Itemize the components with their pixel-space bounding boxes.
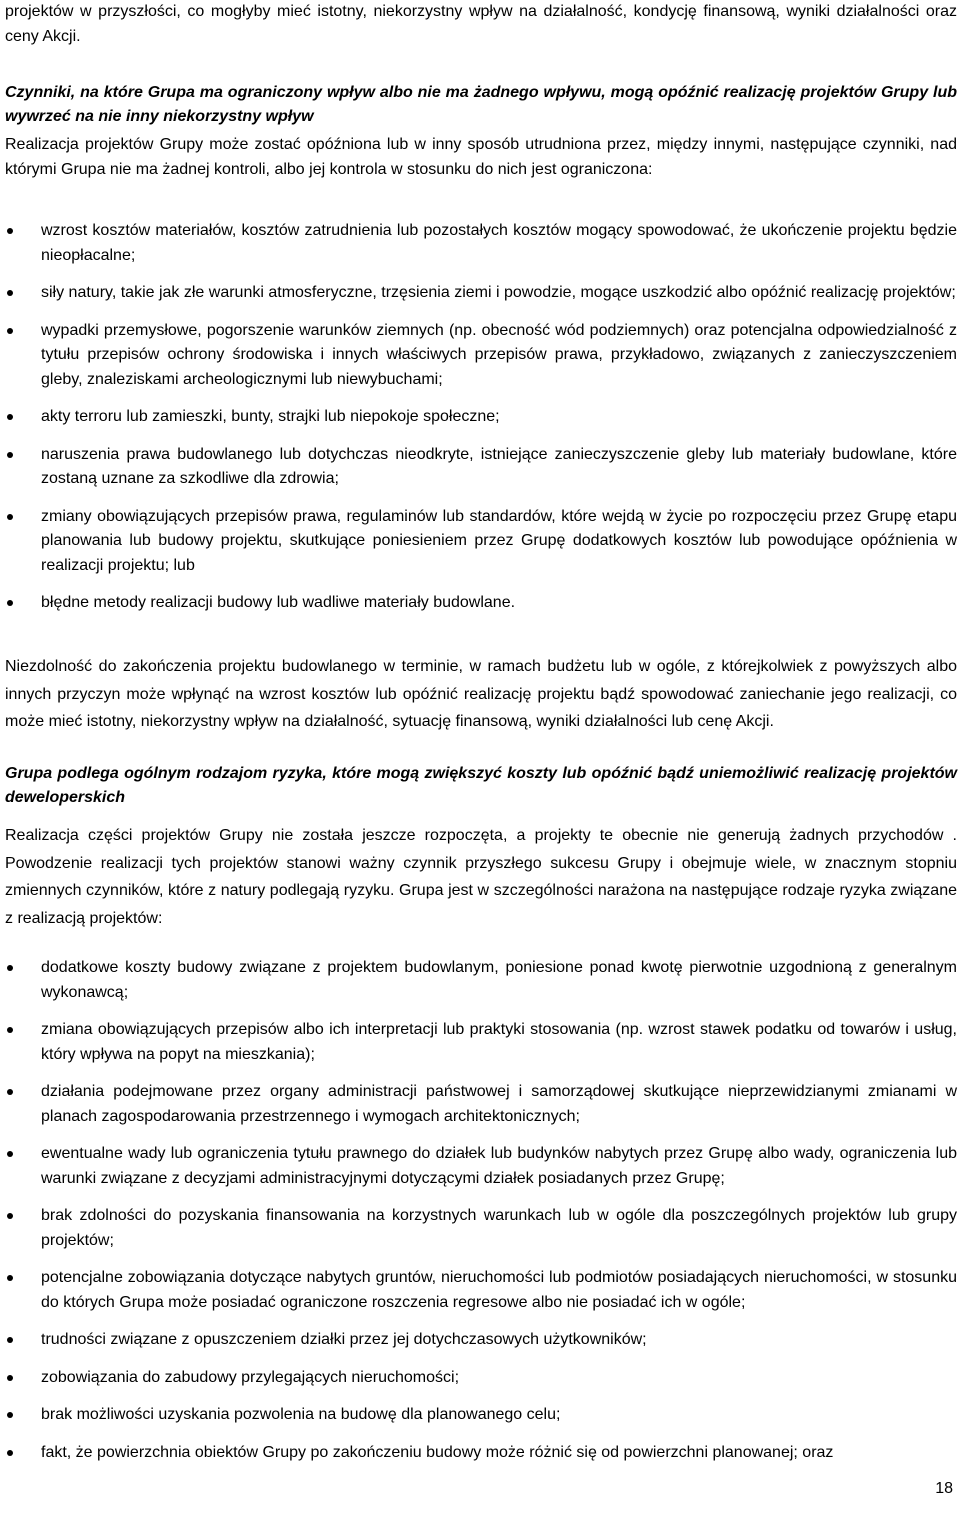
bullet-item — [5, 1328, 957, 1353]
bullet-dot-icon — [7, 1450, 13, 1456]
section-1-paragraph: Realizacja projektów Grupy może zostać opóźniona lub w inny sposób utrudniona przez, między innymi, następujące czynniki, nad którymi Grupa nie ma żadnej kontroli, albo jej kontrola w stosunku do nich jest ograniczona: — [5, 136, 957, 178]
bullet-text: wzrost kosztów materiałów, kosztów zatrudnienia lub pozostałych kosztów mogący spowodować, że ukończenie projektu będzie nieopłacalne; — [41, 222, 957, 264]
bullet-dot-icon — [7, 1275, 13, 1281]
bullet-text: zmiana obowiązujących przepisów albo ich interpretacji lub praktyki stosowania (np. wzrost stawek podatku od towarów i usług, który wpływa na popyt na mieszkania); — [41, 1021, 957, 1063]
bullet-dot-icon — [7, 228, 13, 234]
bullet-text: brak możliwości uzyskania pozwolenia na budowę dla planowanego celu; — [41, 1406, 561, 1423]
bullet-text: brak zdolności do pozyskania finansowania na korzystnych warunkach lub w ogóle dla poszczególnych projektów lub grupy projektów; — [41, 1207, 957, 1249]
bullet-text: siły natury, takie jak złe warunki atmosferyczne, trzęsienia ziemi i powodzie, mogące uszkodzić albo opóźnić realizację projektów; — [41, 284, 956, 301]
section-2-heading: Grupa podlega ogólnym rodzajom ryzyka, które mogą zwiększyć koszty lub opóźnić bądź uniemożliwić realizację projektów deweloperskich — [5, 765, 957, 806]
section-1-heading: Czynniki, na które Grupa ma ograniczony wpływ albo nie ma żadnego wpływu, mogą opóźnić realizację projektów Grupy lub wywrzeć na nie inny niekorzystny wpływ — [5, 84, 957, 125]
bullet-item — [5, 1018, 957, 1067]
bullet-dot-icon — [7, 328, 13, 334]
bullet-text: fakt, że powierzchnia obiektów Grupy po zakończeniu budowy może różnić się od powierzchni planowanej; oraz — [41, 1443, 834, 1461]
bullet-item — [5, 505, 957, 579]
bullet-item — [5, 1142, 957, 1191]
bullet-text: ewentualne wady lub ograniczenia tytułu prawnego do działek lub budynków nabytych przez Grupę albo wady, ograniczenia lub warunki związane z decyzjami administracyjnymi dotyczącymi działek posiadanych przez Grupę; — [41, 1145, 957, 1187]
section-2-bullet-list — [5, 956, 957, 1465]
bullet-dot-icon — [7, 1089, 13, 1095]
bullet-dot-icon — [7, 1151, 13, 1157]
section-1-closing-paragraph: Niezdolność do zakończenia projektu budowlanego w terminie, w ramach budżetu lub w ogóle, z którejkolwiek z powyższych albo innych przyczyn może wpłynąć na wzrost kosztów lub opóźnić realizację projektu bądź spowodować zaniechanie jego realizacji, co może mieć istotny, niekorzystny wpływ na działalność, sytuację finansową, wyniki działalności lub cenę Akcji. — [5, 658, 957, 730]
bullet-text: potencjalne zobowiązania dotyczące nabytych gruntów, nieruchomości lub podmiotów posiadających nieruchomości, w stosunku do których Grupa może posiadać ograniczone roszczenia regresowe albo nie posiadać ich w ogóle; — [41, 1269, 957, 1311]
bullet-item — [5, 1403, 957, 1428]
bullet-text: dodatkowe koszty budowy związane z projektem budowlanym, poniesione ponad kwotę pierwotnie uzgodnioną z generalnym wykonawcą; — [41, 959, 957, 1001]
bullet-text: błędne metody realizacji budowy lub wadliwe materiały budowlane. — [41, 594, 516, 611]
bullet-dot-icon — [7, 1213, 13, 1219]
bullet-dot-icon — [7, 1412, 13, 1418]
bullet-item — [5, 219, 957, 268]
bullet-text: zobowiązania do zabudowy przylegających nieruchomości; — [41, 1368, 460, 1386]
bullet-item — [5, 956, 957, 1005]
bullet-dot-icon — [7, 452, 13, 458]
bullet-dot-icon — [7, 414, 13, 420]
page-number: 18 — [935, 1480, 953, 1497]
bullet-item — [5, 1441, 957, 1466]
bullet-text: wypadki przemysłowe, pogorszenie warunków ziemnych (np. obecność wód podziemnych) oraz potencjalna odpowiedzialność z tytułu przepisów ochrony środowiska i innych właściwych przepisów prawa, przykładowo, związanych z zanieczyszczeniem gleby, znaleziskami archeologicznymi lub niewybuchami; — [41, 321, 957, 388]
bullet-item — [5, 443, 957, 492]
section-2-paragraph: Realizacja części projektów Grupy nie została jeszcze rozpoczęta, a projekty te obecnie nie generują żadnych przychodów . Powodzenie realizacji tych projektów stanowi ważny czynnik przyszłego sukcesu Grupy i obejmuje wiele, w znacznym stopniu zmiennych czynników, które z natury podlegają ryzyku. Grupa jest w szczególności narażona na następujące rodzaje ryzyka związane z realizacją projektów: — [5, 827, 957, 927]
bullet-text: działania podejmowane przez organy administracji państwowej i samorządowej skutkujące nieprzewidzianymi zmianami w planach zagospodarowania przestrzennego i wymogach architektonicznych; — [41, 1083, 957, 1125]
bullet-dot-icon — [7, 1375, 13, 1381]
section-1 — [5, 81, 957, 182]
bullet-dot-icon — [7, 290, 13, 296]
bullet-text: trudności związane z opuszczeniem działki przez jej dotychczasowych użytkowników; — [41, 1331, 647, 1348]
bullet-item — [5, 281, 957, 306]
bullet-dot-icon — [7, 1027, 13, 1033]
bullet-dot-icon — [7, 600, 13, 606]
bullet-dot-icon — [7, 1337, 13, 1343]
section-1-bullet-list — [5, 219, 957, 616]
bullet-text: zmiany obowiązujących przepisów prawa, regulaminów lub standardów, które wejdą w życie po rozpoczęciu przez Grupę etapu planowania lub budowy projektu, skutkujące poniesieniem przez Grupę dodatkowych kosztów lub powodujące opóźnienia w realizacji projektu; lub — [41, 507, 957, 574]
bullet-dot-icon — [7, 514, 13, 520]
bullet-item — [5, 591, 957, 616]
bullet-item — [5, 1266, 957, 1315]
bullet-text: akty terroru lub zamieszki, bunty, strajki lub niepokoje społeczne; — [41, 408, 500, 425]
bullet-text: naruszenia prawa budowlanego lub dotychczas nieodkryte, istniejące zanieczyszczenie gleby lub materiały budowlane, które zostaną uznane za szkodliwe dla zdrowia; — [41, 445, 957, 487]
bullet-item — [5, 1080, 957, 1129]
bullet-item — [5, 1366, 957, 1391]
bullet-item — [5, 405, 957, 430]
section-2 — [5, 762, 957, 932]
bullet-item — [5, 1204, 957, 1253]
bullet-dot-icon — [7, 965, 13, 971]
bullet-item — [5, 319, 957, 393]
intro-paragraph: projektów w przyszłości, co mogłyby mieć istotny, niekorzystny wpływ na działalność, kondycję finansową, wyniki działalności oraz ceny Akcji. — [5, 3, 957, 45]
